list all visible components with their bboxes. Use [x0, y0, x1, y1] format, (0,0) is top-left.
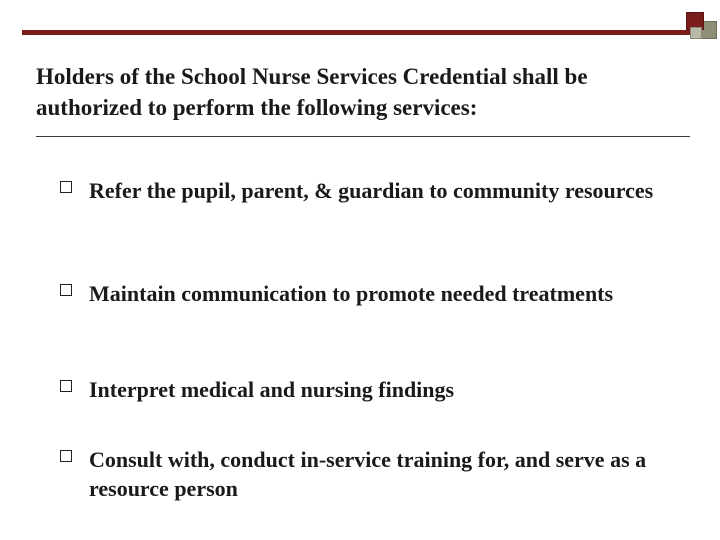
bullet-text: Refer the pupil, parent, & guardian to community resources: [89, 178, 654, 203]
square-bullet-icon: [60, 181, 72, 193]
bullet-text: Maintain communication to promote needed treatments: [89, 281, 614, 306]
square-bullet-icon: [60, 450, 72, 462]
bullet-text: Interpret medical and nursing findings: [89, 377, 455, 402]
square-bullet-icon: [60, 284, 72, 296]
slide-title: Holders of the School Nurse Services Credential shall be authorized to perform the following services:: [36, 64, 588, 120]
bullet-text: Consult with, conduct in-service training for, and serve as a resource person: [89, 447, 647, 501]
square-bullet-icon: [60, 380, 72, 392]
